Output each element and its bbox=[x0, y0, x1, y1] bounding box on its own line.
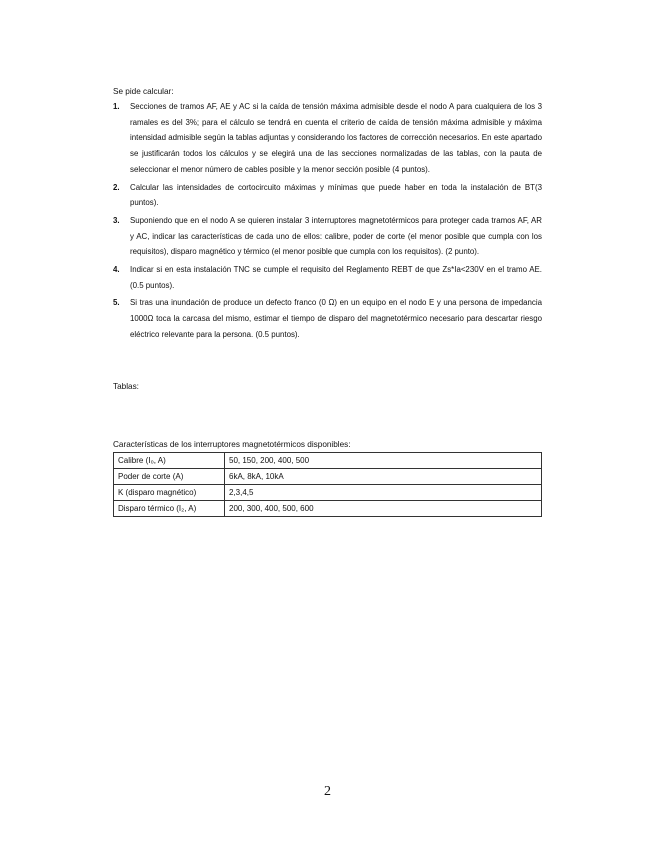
page-number: 2 bbox=[324, 784, 331, 799]
table-caption: Características de los interruptores magnetotérmicos disponibles: bbox=[113, 440, 351, 449]
row-value: 50, 150, 200, 400, 500 bbox=[225, 453, 542, 469]
breaker-specs-table bbox=[113, 452, 542, 517]
list-item bbox=[113, 295, 542, 342]
list-item bbox=[113, 262, 542, 293]
question-text: Indicar si en esta instalación TNC se cumple el requisito del Reglamento REBT de que Zs*Ia<230V en el tramo AE. (0.5 puntos). bbox=[130, 265, 542, 290]
question-text: Calcular las intensidades de cortocircuito máximas y mínimas que puede haber en toda la instalación de BT(3 puntos). bbox=[130, 182, 542, 208]
row-label: Disparo térmico (I₂, A) bbox=[114, 501, 225, 517]
table-row bbox=[114, 485, 542, 501]
question-text: Si tras una inundación de produce un defecto franco (0 Ω) en un equipo en el nodo E y una persona de impedancia 1000Ω toca la carcasa del mismo, estimar el tiempo de disparo del magnetotérmico necesario para descartar riesgo eléctrico relevante para la persona. (0.5 puntos). bbox=[130, 298, 542, 339]
question-list bbox=[113, 99, 542, 345]
table-row bbox=[114, 501, 542, 517]
table-row bbox=[114, 469, 542, 485]
row-value: 6kA, 8kA, 10kA bbox=[225, 469, 542, 485]
question-number: 3. bbox=[113, 215, 120, 225]
row-value: 2,3,4,5 bbox=[225, 485, 542, 501]
tables-heading: Tablas: bbox=[113, 382, 139, 391]
question-text: Secciones de tramos AF, AE y AC si la caída de tensión máxima admisible desde el nodo A para cualquiera de los 3 ramales es del 3%; para el cálculo se tendrá en cuenta el criterio de caída de tensión máxima admisible y máxima intensidad admisible según la tablas adjuntas y considerando los factores de corrección necesarios. En este apartado se justificarán todos los cálculos y se elegirá una de las secciones normalizadas de las tablas, con la pauta de seleccionar el menor número de cables posible y la menor sección posible (4 puntos). bbox=[130, 102, 542, 174]
question-number: 1. bbox=[113, 102, 120, 111]
list-item bbox=[113, 99, 542, 178]
intro-text: Se pide calcular: bbox=[113, 87, 174, 96]
list-item bbox=[113, 213, 542, 260]
row-label: Poder de corte (A) bbox=[114, 469, 225, 485]
row-label: K (disparo magnético) bbox=[114, 485, 225, 501]
question-number: 5. bbox=[113, 298, 120, 308]
row-label: Calibre (I₀, A) bbox=[114, 453, 225, 469]
question-text: Suponiendo que en el nodo A se quieren instalar 3 interruptores magnetotérmicos para proteger cada tramos AF, AR y AC, indicar las características de cada uno de ellos: calibre, poder de corte (el menor posible que cumpla con los requisitos), disparo magnético y térmico (el menor posible que cumpla con los requisitos). (2 punto). bbox=[130, 215, 542, 257]
question-number: 4. bbox=[113, 265, 120, 275]
row-value: 200, 300, 400, 500, 600 bbox=[225, 501, 542, 517]
question-number: 2. bbox=[113, 182, 120, 192]
list-item bbox=[113, 180, 542, 211]
table-row bbox=[114, 453, 542, 469]
